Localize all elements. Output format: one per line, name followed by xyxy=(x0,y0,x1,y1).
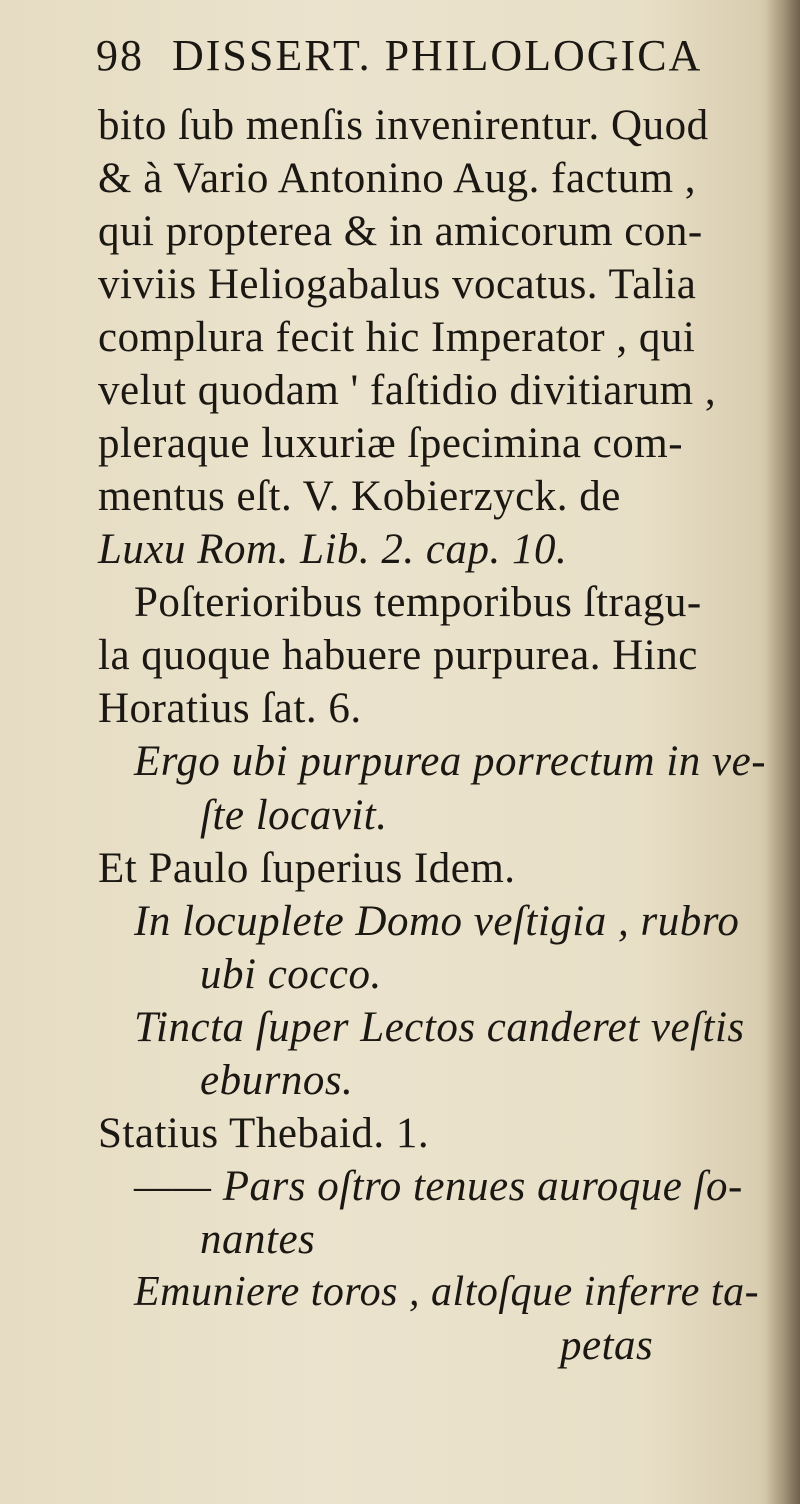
verse-line: ſte locavit. xyxy=(200,792,388,839)
text-line: complura fecit hic Imperator , qui xyxy=(98,314,696,361)
verse-line: petas xyxy=(560,1322,654,1369)
verse-line: Emuniere toros , altoſque inferre ta- xyxy=(134,1269,760,1315)
text-line: viviis Heliogabalus vocatus. Talia xyxy=(98,261,697,308)
text-line: Luxu Rom. Lib. 2. cap. 10. xyxy=(98,526,568,573)
verse-line: In locuplete Domo veſtigia , rubro xyxy=(134,898,740,945)
running-title: DISSERT. PHILOLOGICA xyxy=(172,31,703,80)
text-line: Poſterioribus temporibus ſtragu- xyxy=(134,579,702,626)
text-line: la quoque habuere purpurea. Hinc xyxy=(98,632,698,679)
verse-line: ubi cocco. xyxy=(200,951,382,998)
verse-line: nantes xyxy=(200,1216,316,1263)
text-line: Et Paulo ſuperius Idem. xyxy=(98,845,516,892)
verse-line: Tincta ſuper Lectos canderet veſtis xyxy=(134,1004,745,1051)
verse-line: —— Pars oſtro tenues auroque ſo- xyxy=(134,1163,743,1210)
verse-line: Ergo ubi purpurea porrectum in ve- xyxy=(134,738,767,785)
text-line: mentus eſt. V. Kobierzyck. de xyxy=(98,473,621,520)
text-line: Statius Thebaid. 1. xyxy=(98,1110,430,1157)
text-line: & à Vario Antonino Aug. factum , xyxy=(98,155,697,202)
text-line: pleraque luxuriæ ſpecimina com- xyxy=(98,420,684,467)
text-line: Horatius ſat. 6. xyxy=(98,685,362,732)
text-line: velut quodam ' faſtidio divitiarum , xyxy=(98,367,717,414)
page-header xyxy=(96,31,703,80)
text-line: bito ſub menſis invenirentur. Quod xyxy=(98,102,709,149)
page-number: 98 xyxy=(96,31,144,80)
page-gutter-shadow xyxy=(766,0,800,1504)
text-line: qui propterea & in amicorum con- xyxy=(98,208,703,255)
verse-line: eburnos. xyxy=(200,1057,354,1104)
